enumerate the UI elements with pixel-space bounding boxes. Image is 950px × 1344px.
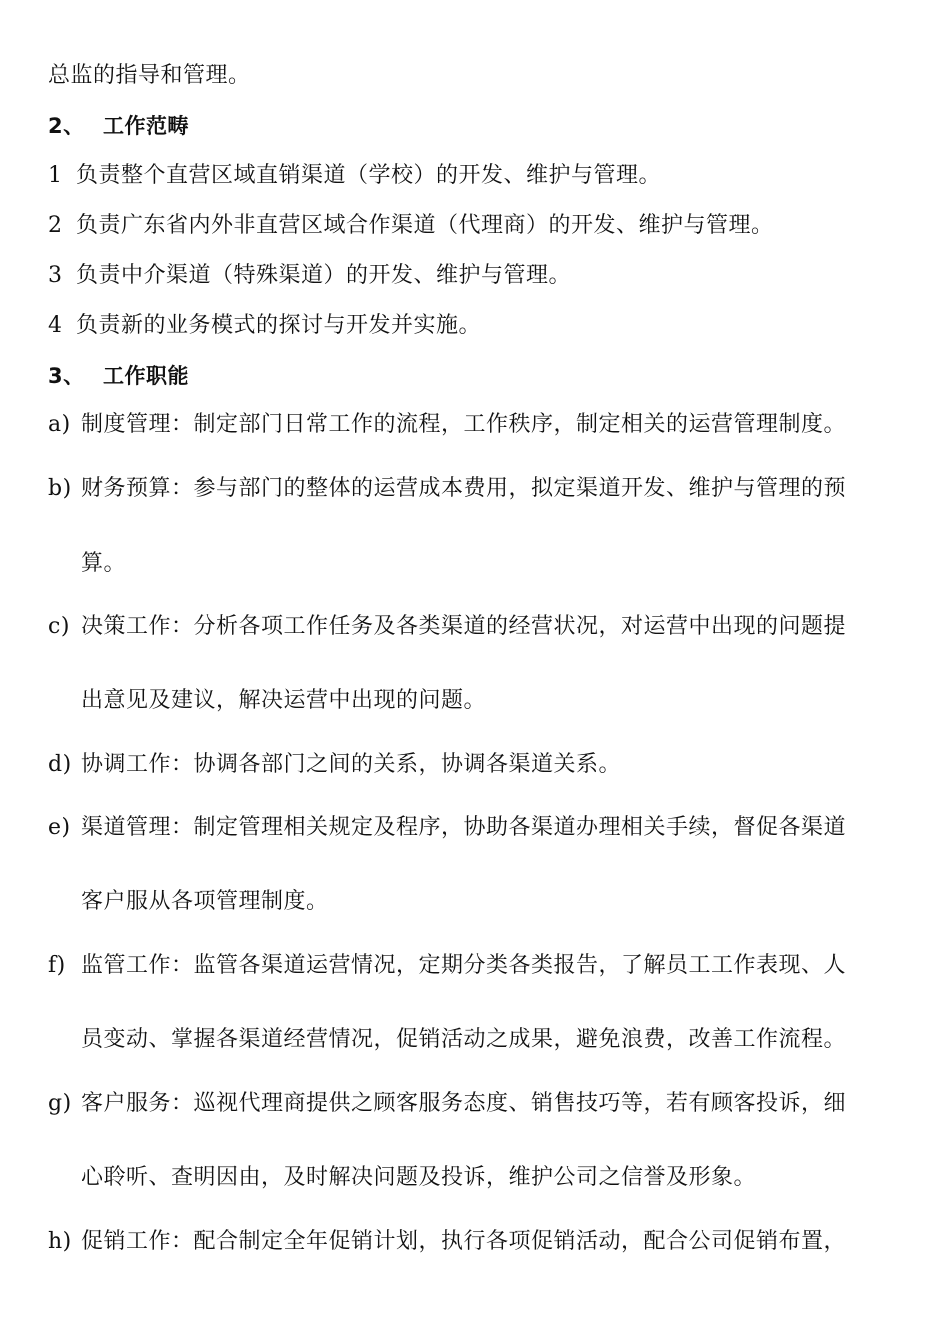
function-item-c-continuation (81, 686, 486, 716)
section-number: 2、 (48, 114, 85, 138)
function-item-e (48, 813, 846, 843)
item-text: 财务预算：参与部门的整体的运营成本费用，拟定渠道开发、维护与管理的预 (81, 476, 847, 501)
item-text: 负责整个直营区域直销渠道（学校）的开发、维护与管理。 (76, 163, 662, 188)
item-text: 负责新的业务模式的探讨与开发并实施。 (76, 313, 482, 338)
item-label: h) (48, 1229, 72, 1254)
function-item-g (48, 1089, 846, 1119)
section-number: 3、 (48, 364, 85, 388)
item-text: 协调工作：协调各部门之间的关系，协调各渠道关系。 (81, 752, 622, 777)
item-label: a) (48, 412, 71, 437)
function-item-g-continuation (81, 1163, 756, 1193)
function-item-e-continuation (81, 887, 329, 917)
item-number: 2 (48, 213, 63, 238)
item-label: c) (48, 614, 70, 639)
section-heading-3 (48, 361, 189, 391)
function-item-h (48, 1227, 846, 1257)
scope-item-1 (48, 161, 661, 191)
scope-item-3 (48, 261, 571, 291)
item-text-continuation: 算。 (81, 551, 127, 576)
item-label: d) (48, 752, 72, 777)
item-text-continuation: 员变动、掌握各渠道经营情况，促销活动之成果，避免浪费，改善工作流程。 (81, 1027, 847, 1052)
function-item-a (48, 410, 846, 440)
function-item-c (48, 612, 846, 642)
function-item-f-continuation (81, 1025, 846, 1055)
item-number: 4 (48, 313, 63, 338)
function-item-f (48, 951, 846, 981)
item-label: f) (48, 953, 66, 978)
scope-item-2 (48, 211, 774, 241)
item-text: 客户服务：巡视代理商提供之顾客服务态度、销售技巧等，若有顾客投诉，细 (81, 1091, 847, 1116)
item-text: 制度管理：制定部门日常工作的流程，工作秩序，制定相关的运营管理制度。 (81, 412, 847, 437)
function-item-d (48, 750, 621, 780)
item-label: g) (48, 1091, 72, 1116)
section-title: 工作职能 (103, 364, 189, 388)
item-text: 促销工作：配合制定全年促销计划，执行各项促销活动，配合公司促销布置， (81, 1229, 847, 1254)
section-heading-2 (48, 111, 189, 141)
function-item-b-continuation (81, 549, 126, 579)
scope-item-4 (48, 311, 481, 341)
item-text-continuation: 出意见及建议，解决运营中出现的问题。 (81, 688, 487, 713)
item-number: 1 (48, 163, 63, 188)
item-text-continuation: 客户服从各项管理制度。 (81, 889, 329, 914)
intro-text: 总监的指导和管理。 (48, 63, 251, 88)
item-number: 3 (48, 263, 63, 288)
item-label: b) (48, 476, 72, 501)
item-text-continuation: 心聆听、查明因由，及时解决问题及投诉，维护公司之信誉及形象。 (81, 1165, 757, 1190)
intro-line (48, 61, 251, 91)
item-text: 监管工作：监管各渠道运营情况，定期分类各类报告，了解员工工作表现、人 (81, 953, 847, 978)
item-text: 负责中介渠道（特殊渠道）的开发、维护与管理。 (76, 263, 572, 288)
item-text: 决策工作：分析各项工作任务及各类渠道的经营状况，对运营中出现的问题提 (81, 614, 847, 639)
item-text: 负责广东省内外非直营区域合作渠道（代理商）的开发、维护与管理。 (76, 213, 774, 238)
item-text: 渠道管理：制定管理相关规定及程序，协助各渠道办理相关手续，督促各渠道 (81, 815, 847, 840)
section-title: 工作范畴 (103, 114, 189, 138)
item-label: e) (48, 815, 71, 840)
function-item-b (48, 474, 846, 504)
